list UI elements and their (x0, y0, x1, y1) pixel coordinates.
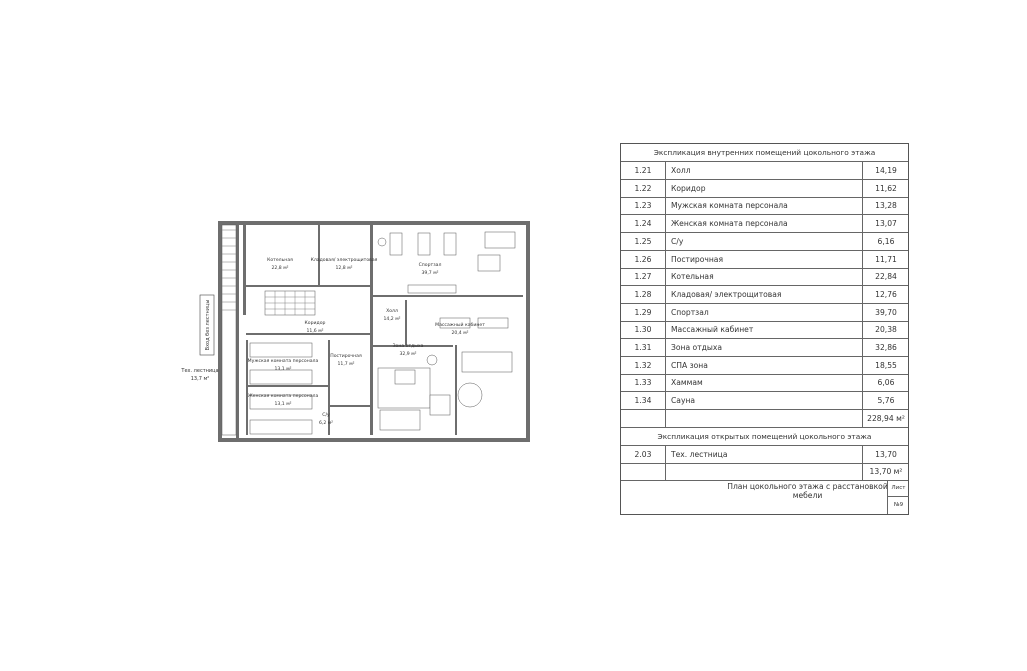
label-boiler-name: Котельная (267, 258, 293, 263)
row-area: 11,62 (875, 183, 897, 193)
table-row (621, 357, 908, 375)
row-number: 1.33 (621, 374, 666, 391)
label-gym-name: Спортзал (418, 263, 442, 268)
total-internal: 228,94 м² (867, 414, 905, 423)
label-tech-stair-area: 13,7 м² (190, 376, 210, 382)
sheet-number: №9 (893, 502, 904, 508)
row-area: 13,07 (875, 219, 897, 229)
row-area: 39,70 (875, 307, 897, 317)
row-number: 1.31 (621, 339, 666, 356)
row-area: 6,16 (877, 236, 895, 246)
table-row (621, 321, 908, 339)
row-number: 1.34 (621, 392, 666, 409)
row-area: 11,71 (875, 254, 897, 264)
label-massage-area: 20,4 м² (451, 331, 469, 336)
row-area: 5,76 (877, 396, 895, 406)
gym-equipment (378, 232, 515, 293)
label-wc-name: С/у (322, 413, 330, 418)
row-name: Котельная (666, 268, 863, 285)
table-header2-row (621, 428, 908, 446)
sheet-label: Лист (888, 480, 909, 497)
row-area: 18,55 (875, 360, 897, 370)
label-corridor-name: Коридор (304, 321, 326, 326)
row-number: 2.03 (621, 446, 666, 463)
row-name: Холл (666, 162, 863, 179)
table-row (621, 180, 908, 198)
label-laundry-name: Постирочная (330, 354, 362, 359)
table-row (621, 392, 908, 410)
row-number: 1.28 (621, 286, 666, 303)
table-row (621, 268, 908, 286)
row-name: Спортзал (666, 304, 863, 321)
explication-table (620, 143, 909, 515)
row-name: Женская комната персонала (666, 215, 863, 232)
label-rest-name: Зона отдыха (392, 344, 424, 349)
sheet-box (887, 480, 909, 514)
inner-stair (265, 291, 315, 315)
label-gym-area: 39,7 м² (421, 271, 439, 276)
row-area: 13,28 (875, 201, 897, 211)
row-number: 1.32 (621, 357, 666, 374)
table-row (621, 304, 908, 322)
row-area: 13,70 (875, 450, 897, 459)
row-name: Мужская комната персонала (666, 197, 863, 214)
label-rest-area: 32,9 м² (399, 352, 417, 357)
table-row (621, 233, 908, 251)
row-name: СПА зона (666, 357, 863, 374)
title-block (621, 480, 908, 514)
row-name: Тех. лестница (666, 446, 863, 463)
row-number: 1.23 (621, 197, 666, 214)
table-row (621, 162, 908, 180)
row-name: Коридор (666, 180, 863, 197)
label-men-name: Мужская комната персонала (247, 359, 319, 364)
table-row (621, 215, 908, 233)
label-laundry-area: 11,7 м² (337, 362, 355, 367)
label-entrance: Вход без лестницы (205, 299, 211, 351)
label-corridor-area: 11,6 м² (306, 329, 324, 334)
row-area: 6,06 (877, 378, 895, 388)
row-name: Хаммам (666, 374, 863, 391)
label-storage-name: Кладовая/ электрощитовая (310, 258, 378, 263)
row-number: 1.25 (621, 233, 666, 250)
row-area: 14,19 (875, 166, 897, 175)
staff-beds (250, 343, 312, 434)
table-row (621, 251, 908, 269)
row-number: 1.21 (621, 162, 666, 179)
row-area: 22,84 (875, 272, 897, 282)
total-open-row (621, 463, 908, 481)
drawing-title: План цокольного этажа с расстановкой мебели (727, 482, 888, 500)
label-boiler-area: 22,8 м² (271, 266, 289, 271)
table-header: Экспликация внутренних помещений цокольного этажа (653, 148, 876, 157)
total-internal-row (621, 410, 908, 428)
row-area: 20,38 (875, 325, 897, 335)
tech-stair-hatch (222, 225, 236, 435)
table-row (621, 374, 908, 392)
label-hall-name: Холл (386, 309, 398, 314)
table-row (621, 286, 908, 304)
label-men-area: 13,1 м² (274, 367, 292, 372)
row-name: Кладовая/ электрощитовая (666, 286, 863, 303)
label-massage-name: Массажный кабинет (435, 323, 485, 328)
table-row (621, 197, 908, 215)
row-number: 1.22 (621, 180, 666, 197)
row-number: 1.26 (621, 251, 666, 268)
row-area: 32,86 (875, 343, 897, 352)
row-area: 12,76 (875, 289, 897, 299)
label-hall-area: 14,2 м² (383, 317, 401, 322)
row-number: 1.29 (621, 304, 666, 321)
row-name: Зона отдыха (666, 339, 863, 356)
row-name: Постирочная (666, 251, 863, 268)
row-number: 1.27 (621, 268, 666, 285)
label-women-area: 13,1 м² (274, 402, 292, 407)
table-row (621, 446, 908, 464)
label-storage-area: 12,8 м² (335, 266, 353, 271)
table-row (621, 339, 908, 357)
row-name: Сауна (666, 392, 863, 409)
row-name: С/у (666, 233, 863, 250)
label-wc-area: 6,2 м² (318, 421, 334, 426)
rest-furniture (378, 352, 512, 430)
row-name: Массажный кабинет (666, 321, 863, 338)
label-tech-stair-name: Тех. лестница (181, 368, 219, 374)
label-women-name: Женская комната персонала (247, 394, 319, 399)
total-open: 13,70 м² (869, 467, 903, 476)
row-number: 1.24 (621, 215, 666, 232)
row-number: 1.30 (621, 321, 666, 338)
table-header2: Экспликация открытых помещений цокольного этажа (657, 432, 872, 441)
table-header-row (621, 144, 908, 162)
